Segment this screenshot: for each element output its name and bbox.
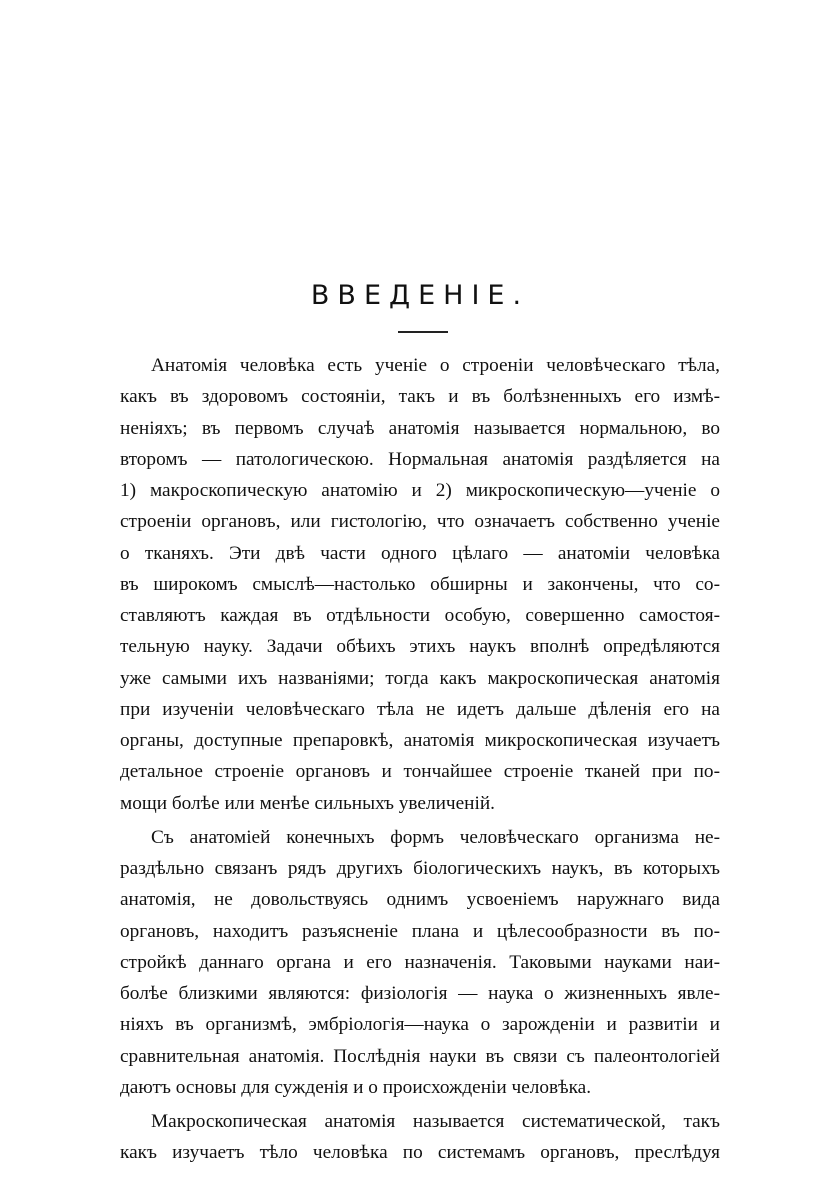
paragraph-3: [120, 1106, 720, 1169]
text-line: ніяхъ въ организмѣ, эмбріологія—наука о зарожденіи и развитіи и: [120, 1014, 720, 1036]
text-line: при изученіи человѣческаго тѣла не идетъ дальше дѣленія его на: [120, 698, 720, 720]
text-line: Съ анатоміей конечныхъ формъ человѣческаго организма не-: [151, 826, 720, 848]
text-line: какъ изучаетъ тѣло человѣка по системамъ органовъ, преслѣдуя: [120, 1142, 720, 1164]
text-line: стройкѣ даннаго органа и его назначенія. Таковыми науками наи-: [120, 951, 720, 973]
text-line: второмъ — патологическою. Нормальная анатомія раздѣляется на: [120, 448, 720, 470]
paragraph-1: [120, 350, 720, 819]
text-line: сравнительная анатомія. Послѣднія науки въ связи съ палеонтологіей: [120, 1045, 720, 1067]
text-line: анатомія, не довольствуясь однимъ усвоеніемъ наружнаго вида: [120, 889, 720, 911]
text-line: уже самыми ихъ названіями; тогда какъ макроскопическая анатомія: [120, 667, 720, 689]
page-title: ВВЕДЕНІЕ.: [310, 280, 530, 311]
text-line: болѣе близкими являются: физіологія — наука о жизненныхъ явле-: [120, 983, 720, 1004]
text-line: въ широкомъ смыслѣ—настолько обширны и закончены, что со-: [120, 573, 720, 595]
text-line: органовъ, находитъ разъясненіе плана и цѣлесообразности въ по-: [120, 920, 720, 942]
text-line: органы, доступные препаровкѣ, анатомія микроскопическая изучаетъ: [120, 730, 720, 751]
text-line: о тканяхъ. Эти двѣ части одного цѣлаго — анатоміи человѣка: [120, 542, 720, 564]
text-line: тельную науку. Задачи обѣихъ этихъ наукъ вполнѣ опредѣляются: [120, 636, 720, 658]
body-text: [120, 350, 720, 1169]
title-divider: [398, 331, 448, 333]
text-line: раздѣльно связанъ рядъ другихъ біологическихъ наукъ, въ которыхъ: [120, 858, 720, 879]
text-line: даютъ основы для сужденія и о происхожденіи человѣка.: [120, 1076, 592, 1098]
text-line: какъ въ здоровомъ состояніи, такъ и въ болѣзненныхъ его измѣ-: [120, 386, 720, 408]
text-line: 1) макроскопическую анатомію и 2) микроскопическую—ученіе о: [120, 480, 720, 501]
text-line: мощи болѣе или менѣе сильныхъ увеличеній.: [120, 792, 495, 814]
paragraph-2: [120, 822, 720, 1103]
text-line: Макроскопическая анатомія называется систематической, такъ: [151, 1111, 720, 1132]
text-line: неніяхъ; въ первомъ случаѣ анатомія называется нормальною, во: [120, 417, 720, 439]
text-line: детальное строеніе органовъ и тончайшее строеніе тканей при по-: [120, 761, 720, 783]
text-line: строеніи органовъ, или гистологію, что означаетъ собственно ученіе: [120, 511, 720, 533]
text-line: Анатомія человѣка есть ученіе о строеніи человѣческаго тѣла,: [151, 355, 720, 376]
text-line: ставляютъ каждая въ отдѣльности особую, совершенно самостоя-: [120, 605, 720, 626]
